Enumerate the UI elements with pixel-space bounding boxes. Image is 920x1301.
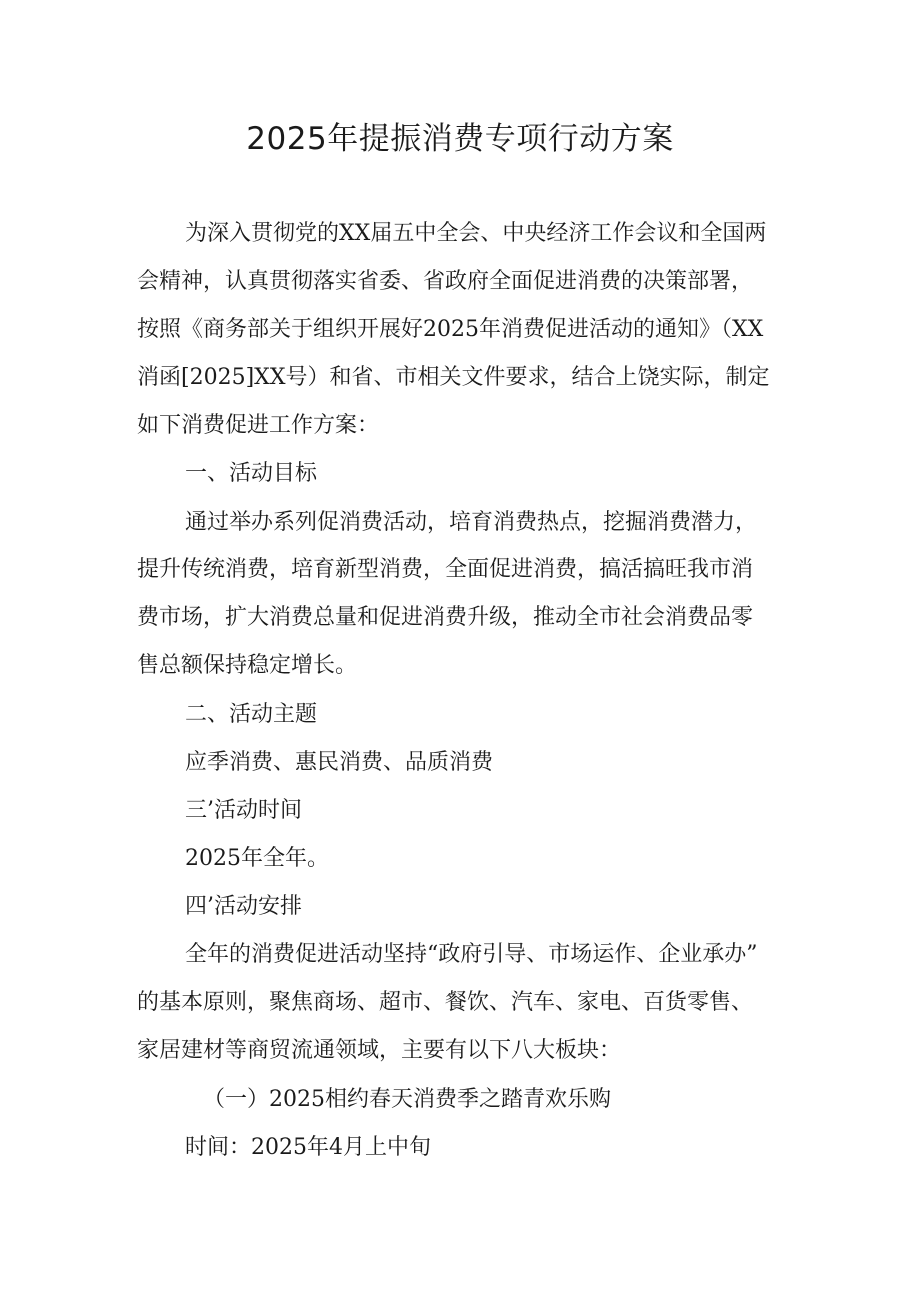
intro-line-4: 消函[2025]XX号）和省、市相关文件要求，结合上饶实际，制定 <box>137 365 770 390</box>
section-1-line-2: 提升传统消费，培育新型消费，全面促进消费，搞活搞旺我市消 <box>137 557 754 582</box>
section-4-heading: 四’活动安排 <box>185 894 302 919</box>
document-title: 2025年提振消费专项行动方案 <box>246 121 674 157</box>
section-1-line-3: 费市场，扩大消费总量和促进消费升级，推动全市社会消费品零 <box>137 605 754 630</box>
section-2-heading: 二、活动主题 <box>185 702 318 727</box>
intro-line-5: 如下消费促进工作方案： <box>137 413 380 438</box>
intro-line-3: 按照《商务部关于组织开展好2025年消费促进活动的通知》（XX <box>137 317 764 342</box>
subsection-1-time: 时间：2025年4月上中旬 <box>185 1135 431 1160</box>
section-3-body: 2025年全年。 <box>185 846 329 871</box>
section-1-heading: 一、活动目标 <box>185 461 318 486</box>
intro-line-2: 会精神，认真贯彻落实省委、省政府全面促进消费的决策部署， <box>137 269 754 294</box>
section-1-line-4: 售总额保持稳定增长。 <box>137 653 358 678</box>
subsection-1-heading: （一）2025相约春天消费季之踏青欢乐购 <box>203 1087 611 1112</box>
section-2-body: 应季消费、惠民消费、品质消费 <box>185 750 494 775</box>
section-4-line-1: 全年的消费促进活动坚持“政府引导、市场运作、企业承办” <box>185 942 758 967</box>
intro-line-1: 为深入贯彻党的XX届五中全会、中央经济工作会议和全国两 <box>185 221 767 246</box>
section-4-line-3: 家居建材等商贸流通领域，主要有以下八大板块： <box>137 1038 622 1063</box>
section-4-line-2: 的基本原则，聚焦商场、超市、餐饮、汽车、家电、百货零售、 <box>137 990 754 1015</box>
section-1-line-1: 通过举办系列促消费活动，培育消费热点，挖掘消费潜力， <box>185 510 758 535</box>
section-3-heading: 三’活动时间 <box>185 798 302 823</box>
